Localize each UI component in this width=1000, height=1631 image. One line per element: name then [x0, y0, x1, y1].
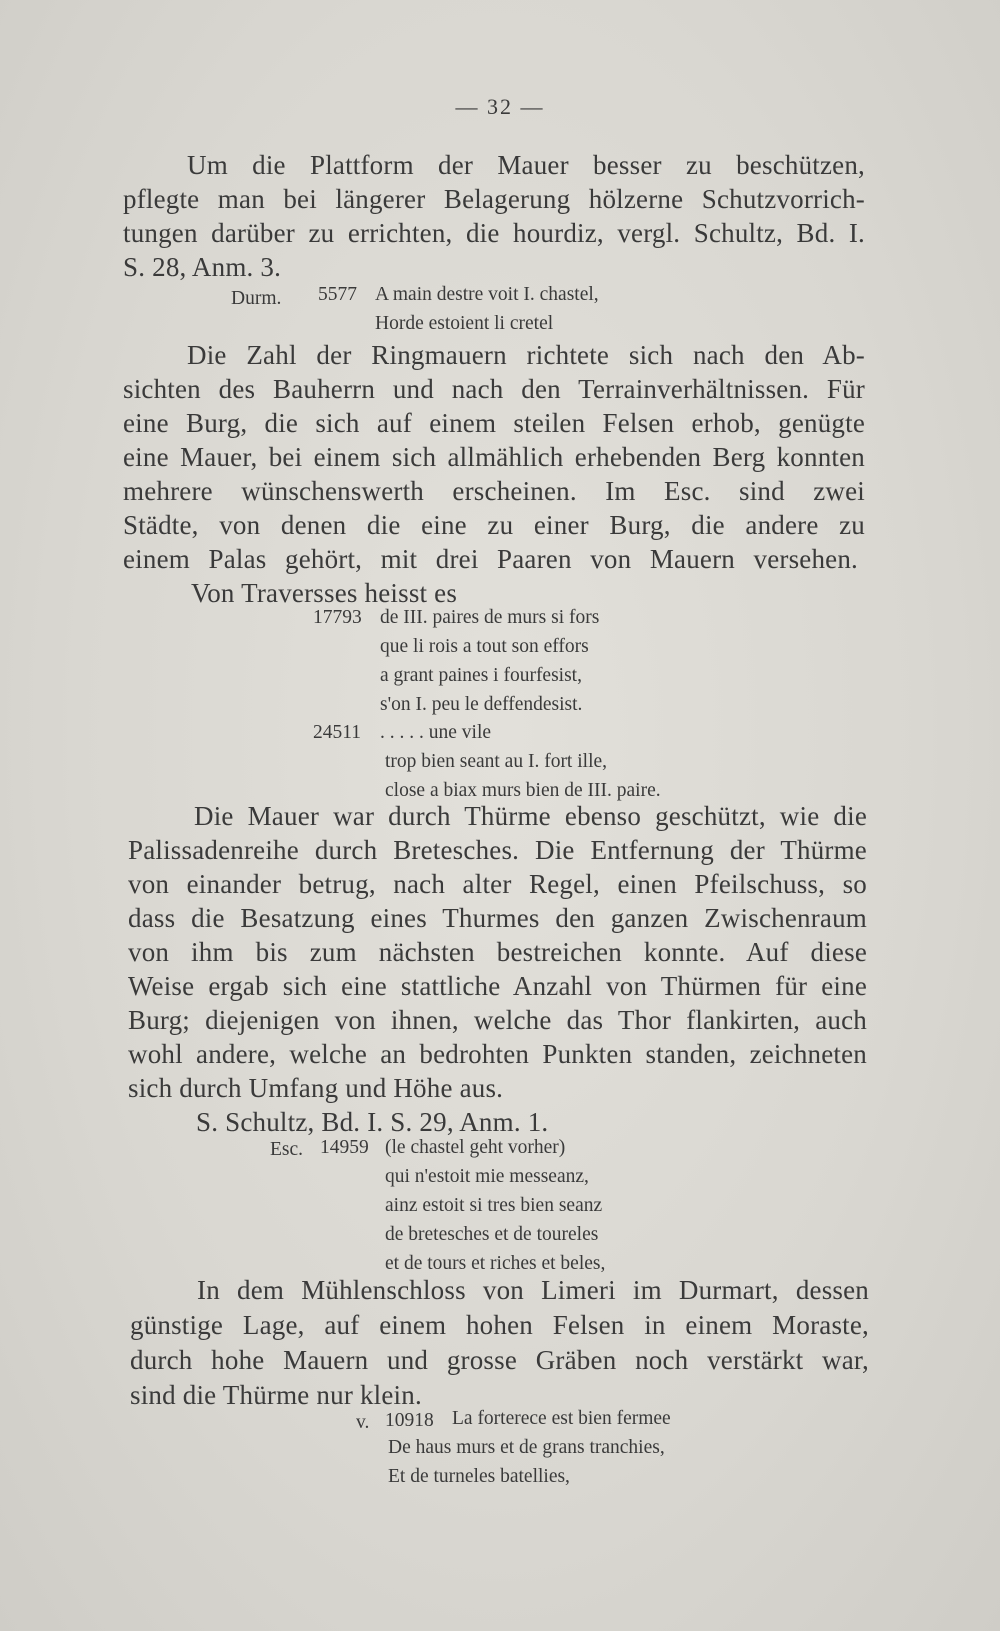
quote-line: close a biax murs bien de III. paire. — [385, 780, 661, 801]
text-line: S. 28, Anm. 3. — [123, 252, 282, 282]
text-line: sich durch Umfang und Höhe aus. — [128, 1073, 504, 1103]
verse-number: 17793 — [313, 607, 362, 628]
quote-line: a grant paines i fourfesist, — [380, 665, 582, 686]
quote-source: Esc. — [270, 1139, 304, 1160]
text-line: Die Zahl der Ringmauern richtete sich nach den Ab- — [187, 340, 865, 370]
text-line: tungen darüber zu errichten, die hourdiz, vergl. Schultz, Bd. I. — [123, 218, 865, 248]
text-line: S. Schultz, Bd. I. S. 29, Anm. 1. — [196, 1107, 549, 1137]
quote-line: A main destre voit I. chastel, — [375, 284, 599, 305]
verse-number: 10918 — [385, 1410, 434, 1431]
text-line: Burg; diejenigen von ihnen, welche das Thor flankirten, auch — [128, 1005, 867, 1035]
quote-source: v. — [356, 1412, 370, 1433]
text-line: Die Mauer war durch Thürme ebenso geschützt, wie die — [194, 801, 867, 831]
text-line: eine Mauer, bei einem sich allmählich erhebenden Berg konnten — [123, 442, 865, 472]
text-line: Weise ergab sich eine stattliche Anzahl von Thürmen für eine — [128, 971, 867, 1001]
text-line: pflegte man bei längerer Belagerung hölzerne Schutzvorrich- — [123, 184, 865, 214]
quote-line: (le chastel geht vorher) — [385, 1137, 566, 1158]
text-line: eine Burg, die sich auf einem steilen Felsen erhob, genügte — [123, 408, 865, 438]
text-line: Von Traversses heisst es — [191, 578, 458, 608]
text-line: durch hohe Mauern und grosse Gräben noch verstärkt war, — [130, 1345, 869, 1375]
text-line: Um die Plattform der Mauer besser zu beschützen, — [187, 150, 865, 180]
text-line: von einander betrug, nach alter Regel, einen Pfeilschuss, so — [128, 869, 867, 899]
quote-line: que li rois a tout son effors — [380, 636, 589, 657]
text-line: dass die Besatzung eines Thurmes den ganzen Zwischenraum — [128, 903, 867, 933]
text-line: von ihm bis zum nächsten bestreichen konnte. Auf diese — [128, 937, 867, 967]
verse-number: 24511 — [313, 722, 362, 743]
quote-line: . . . . . une vile — [380, 722, 492, 743]
quote-line: de bretesches et de toureles — [385, 1224, 599, 1245]
quote-line: La forterece est bien fermee — [452, 1408, 671, 1429]
text-line: wohl andere, welche an bedrohten Punkten standen, zeichneten — [128, 1039, 867, 1069]
page-number: — 32 — — [455, 94, 545, 119]
text-line: mehrere wünschenswerth erscheinen. Im Esc. sind zwei — [123, 476, 865, 506]
quote-source: Durm. — [231, 288, 282, 309]
quote-line: qui n'estoit mie messeanz, — [385, 1166, 589, 1187]
quote-line: de III. paires de murs si fors — [380, 607, 600, 628]
text-line: Städte, von denen die eine zu einer Burg, die andere zu — [123, 510, 865, 540]
text-line: In dem Mühlenschloss von Limeri im Durmart, dessen — [197, 1275, 869, 1305]
text-line: günstige Lage, auf einem hohen Felsen in einem Moraste, — [130, 1310, 869, 1340]
quote-line: De haus murs et de grans tranchies, — [388, 1437, 665, 1458]
quote-line: Et de turneles batellies, — [388, 1466, 570, 1487]
quote-line: et de tours et riches et beles, — [385, 1253, 606, 1274]
quote-line: s'on I. peu le deffendesist. — [380, 694, 583, 715]
verse-number: 5577 — [318, 284, 357, 305]
text-line: sind die Thürme nur klein. — [130, 1380, 422, 1410]
text-line: sichten des Bauherrn und nach den Terrainverhältnissen. Für — [123, 374, 865, 404]
verse-number: 14959 — [320, 1137, 369, 1158]
quote-line: Horde estoient li cretel — [375, 313, 554, 334]
quote-line: ainz estoit si tres bien seanz — [385, 1195, 603, 1216]
text-line: Palissadenreihe durch Bretesches. Die Entfernung der Thürme — [128, 835, 867, 865]
quote-line: trop bien seant au I. fort ille, — [385, 751, 608, 772]
text-line: einem Palas gehört, mit drei Paaren von Mauern versehen. — [123, 544, 858, 574]
